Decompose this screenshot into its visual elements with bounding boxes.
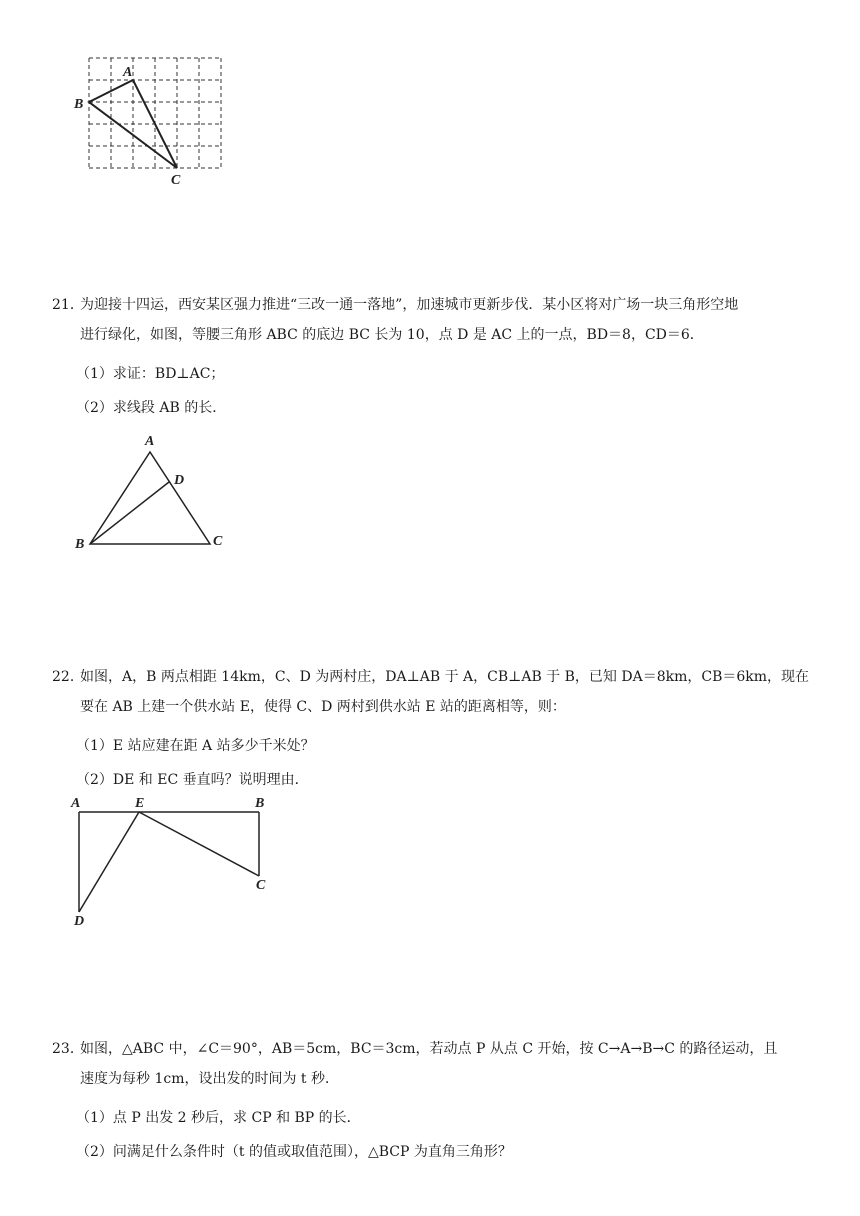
water-station-svg [66, 792, 286, 932]
segment-bd [90, 482, 169, 544]
grid-triangle-figure [70, 50, 240, 195]
q21-line1 [52, 290, 810, 320]
label-c: C [171, 173, 181, 188]
question-21 [52, 290, 810, 350]
label-b-21: B [75, 537, 85, 552]
label-b: B [74, 97, 84, 112]
label-d-21: D [174, 473, 185, 488]
label-c-22: C [256, 878, 266, 893]
question-22 [52, 662, 810, 722]
q23-text-line1: 如图，△ABC 中，∠C＝90°，AB＝5cm，BC＝3cm，若动点 P 从点 C 开始，按 C→A→B→C 的路径运动，且 [80, 1041, 778, 1057]
q22-line1 [52, 662, 810, 692]
q22-number: 22． [52, 669, 84, 685]
label-e-22: E [135, 796, 145, 811]
segment-de [79, 812, 139, 912]
q23-part1: （1）点 P 出发 2 秒后，求 CP 和 BP 的长． [76, 1110, 361, 1126]
q21-text-line1: 为迎接十四运，西安某区强力推进“三改一通一落地”，加速城市更新步伐．某小区将对广场一块三角形空地 [80, 297, 739, 313]
question-23 [52, 1034, 810, 1094]
q23-number: 23． [52, 1041, 84, 1057]
segment-ec [139, 812, 259, 876]
q22-line2: 要在 AB 上建一个供水站 E，使得 C、D 两村到供水站 E 站的距离相等，则： [80, 699, 566, 715]
label-a-22: A [71, 796, 81, 811]
q23-line2: 速度为每秒 1cm，设出发的时间为 t 秒． [80, 1071, 339, 1087]
q21-number: 21． [52, 297, 84, 313]
grid-triangle-svg [70, 50, 240, 195]
q22-part2: （2）DE 和 EC 垂直吗？说明理由． [76, 772, 309, 788]
q22-part1: （1）E 站应建在距 A 站多少千米处？ [76, 738, 315, 754]
q22-text-line1: 如图，A，B 两点相距 14km，C、D 为两村庄，DA⊥AB 于 A，CB⊥AB 于 B，已知 DA＝8km，CB＝6km，现在 [80, 669, 810, 685]
q21-part2: （2）求线段 AB 的长． [76, 400, 227, 416]
q21-part1: （1）求证：BD⊥AC； [76, 366, 225, 382]
q23-line1 [52, 1034, 810, 1064]
label-a-21: A [145, 434, 155, 449]
label-a: A [123, 65, 133, 80]
isosceles-triangle-figure [70, 428, 240, 558]
label-d-22: D [74, 914, 85, 929]
label-b-22: B [255, 796, 265, 811]
label-c-21: C [213, 534, 223, 549]
isosceles-triangle-svg [70, 428, 240, 558]
water-station-figure [66, 792, 286, 932]
q21-line2: 进行绿化，如图，等腰三角形 ABC 的底边 BC 长为 10，点 D 是 AC 上的一点，BD＝8，CD＝6． [80, 327, 704, 343]
q23-part2: （2）问满足什么条件时（t 的值或取值范围），△BCP 为直角三角形？ [76, 1144, 512, 1160]
